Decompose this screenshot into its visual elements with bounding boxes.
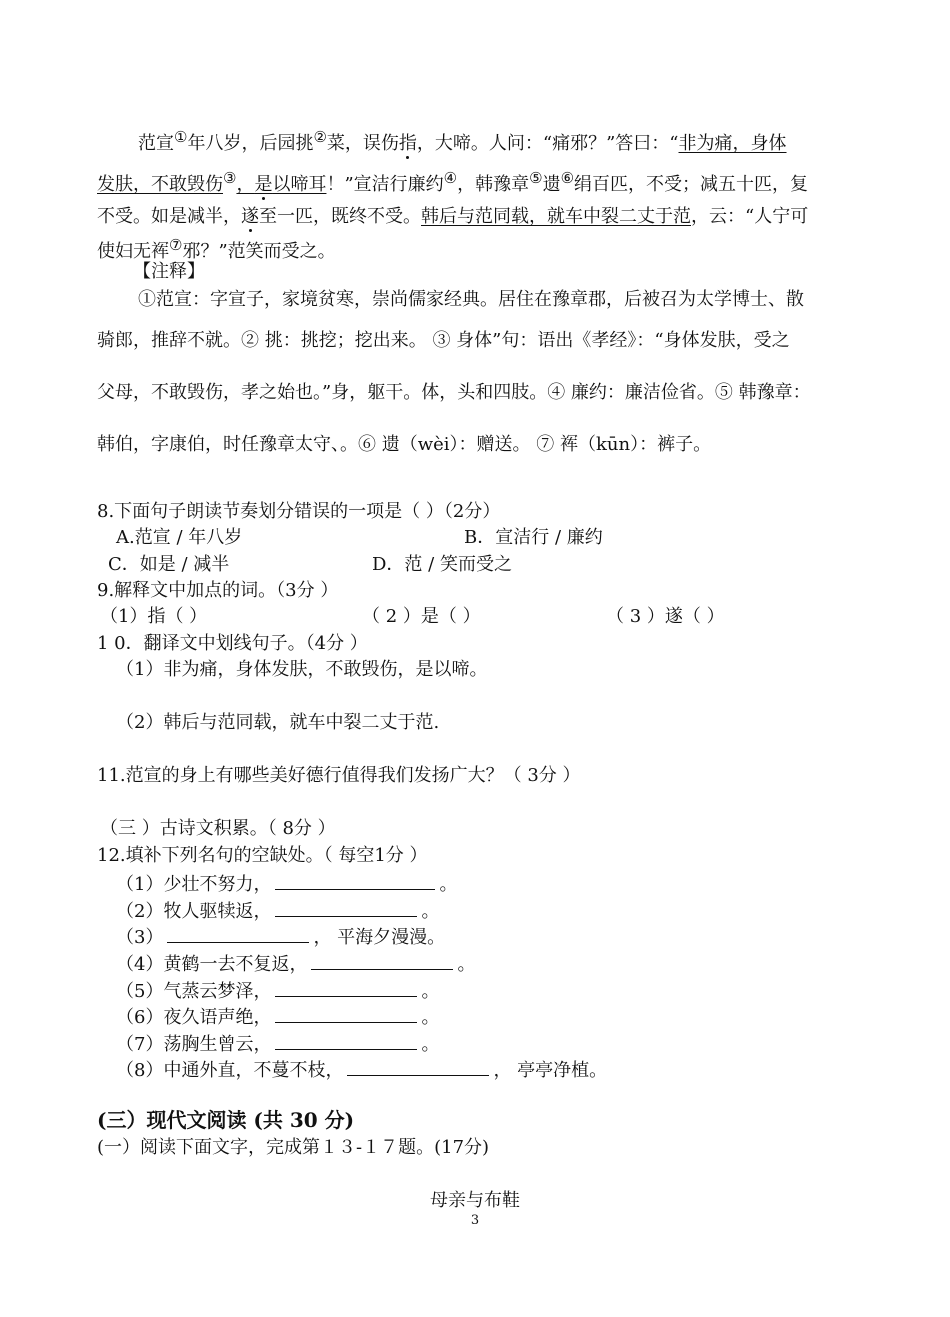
- q12-line-4: （4）黄鹤一去不复返， 。: [116, 951, 475, 977]
- q8-option-b: B．宣洁行 / 廉约: [464, 527, 603, 548]
- q12-line-7: （7）荡胸生曾云， 。: [116, 1031, 439, 1057]
- answer-blank[interactable]: [311, 951, 453, 970]
- article-title: 母亲与布鞋: [430, 1190, 520, 1211]
- question-12: 12.填补下列名句的空缺处。（ 每空1分 ）: [97, 845, 428, 866]
- answer-blank[interactable]: [275, 871, 435, 890]
- dotted-word-zhi: 指: [398, 133, 417, 154]
- note-line-4: 韩伯，字康伯，时任豫章太守、。⑥ 遗（wèi）：赠送。 ⑦ 裈（kūn）：裤子。: [97, 434, 712, 455]
- answer-blank[interactable]: [347, 1057, 489, 1076]
- q9-item-3: （ 3 ）遂（ ）: [606, 606, 725, 627]
- section-3-title: （三 ）古诗文积累。（ 8分 ）: [100, 818, 336, 839]
- q9-item-1: （1）指（ ）: [100, 606, 208, 627]
- passage-line-4: 使妇无裈⑦邪？”范笑而受之。: [97, 236, 336, 262]
- page-number: 3: [470, 1213, 480, 1228]
- q12-line-1: （1）少壮不努力， 。: [116, 871, 457, 897]
- underlined-sentence-2: 韩后与范同载，就车中裂二丈于范: [421, 206, 691, 227]
- passage-line-1: 范宣①年八岁，后园挑②菜，误伤指，大啼。人问：“痛邪？”答曰：“非为痛，身体: [138, 128, 787, 154]
- q12-line-8: （8）中通外直，不蔓不枝， ， 亭亭净植。: [116, 1057, 607, 1083]
- dotted-word-shi: 是: [254, 174, 273, 195]
- answer-blank[interactable]: [275, 898, 417, 917]
- answer-blank[interactable]: [167, 924, 309, 943]
- note-line-3: 父母，不敢毁伤，孝之始也。”身，躯干。体，头和四肢。④ 廉约：廉洁俭省。⑤ 韩豫章：: [97, 382, 811, 403]
- q12-line-6: （6）夜久语声绝， 。: [116, 1004, 439, 1030]
- q8-option-d: D．范 / 笑而受之: [372, 554, 512, 575]
- q10-item-1: （1）非为痛，身体发肤，不敢毁伤，是以啼。: [116, 659, 488, 680]
- q8-option-c: C．如是 / 减半: [108, 554, 230, 575]
- underlined-sentence-1: 非为痛，身体: [678, 133, 787, 154]
- note-line-2: 骑郎，推辞不就。② 挑：挑挖；挖出来。 ③ 身体”句：语出《孝经》：“身体发肤，受之: [97, 330, 790, 351]
- q12-line-5: （5）气蒸云梦泽， 。: [116, 978, 439, 1004]
- note-line-1: ①范宣：字宣子，家境贫寒，崇尚儒家经典。居住在豫章郡，后被召为太学博士、散: [138, 289, 804, 310]
- question-11: 11.范宣的身上有哪些美好德行值得我们发扬广大？（ 3分 ）: [97, 765, 581, 786]
- modern-reading-title: (三）现代文阅读 (共 30 分): [97, 1108, 355, 1132]
- answer-blank[interactable]: [275, 1004, 417, 1023]
- passage-line-2: 发肤，不敢毁伤③，是以啼耳！”宣洁行廉约④，韩豫章⑤遗⑥绢百匹，不受；减五十匹，复: [97, 169, 809, 195]
- q8-option-a: A.范宣 / 年八岁: [116, 527, 243, 548]
- question-10: 1 0．翻译文中划线句子。（4分 ）: [97, 633, 368, 654]
- question-9: 9.解释文中加点的词。（3分 ）: [97, 580, 339, 601]
- q10-item-2: （2）韩后与范同载，就车中裂二丈于范.: [116, 712, 440, 733]
- question-8: 8.下面句子朗读节奏划分错误的一项是（ ）（2分）: [97, 501, 501, 522]
- answer-blank[interactable]: [275, 978, 417, 997]
- notes-heading: 【注释】: [133, 261, 205, 282]
- q12-line-2: （2）牧人驱犊返， 。: [116, 898, 439, 924]
- passage-line-3: 不受。如是减半，遂至一匹，既终不受。韩后与范同载，就车中裂二丈于范，云：“人宁可: [97, 206, 809, 227]
- dotted-word-sui: 遂: [241, 206, 259, 227]
- q12-line-3: （3） ， 平海夕漫漫。: [116, 924, 445, 950]
- answer-blank[interactable]: [275, 1031, 417, 1050]
- modern-reading-instruction: (一）阅读下面文字，完成第１３-１７题。(17分): [97, 1137, 490, 1158]
- q9-item-2: （ 2 ）是（ ）: [362, 606, 481, 627]
